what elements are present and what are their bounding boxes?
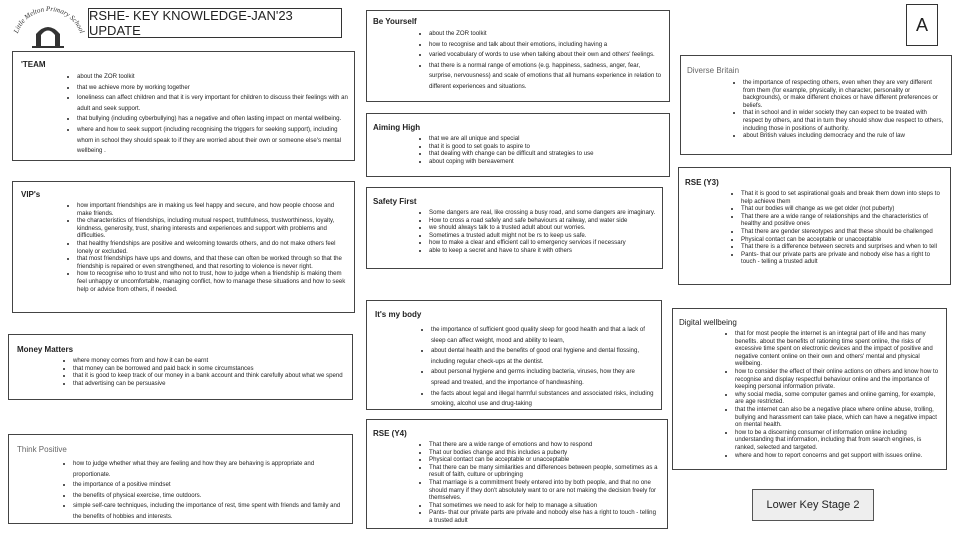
key-stage-label: Lower Key Stage 2: [752, 489, 874, 521]
school-logo: [6, 4, 90, 50]
list-item: • that we achieve more by working together: [77, 83, 348, 94]
section-digital-wellbeing: [672, 308, 947, 470]
item-list: [373, 209, 656, 255]
section-heading: RSE (Y3): [685, 178, 719, 187]
list-item: • about dental health and the benefits of good oral hygiene and dental flossing, including regular check-ups at the dentist.: [431, 346, 655, 367]
list-item: • the importance of sufficient good quality sleep for good health and that a lack of sleep can affect weight, mood and ability to learn,: [431, 325, 655, 346]
list-item: • where and how to report concerns and get support with issues online.: [735, 452, 940, 460]
section-money-matters: [8, 334, 353, 400]
list-item: • How to cross a road safely and safe behaviours at railway, and water side: [429, 217, 656, 225]
list-item: • Some dangers are real, like crossing a busy road, and some dangers are imaginary.: [429, 209, 656, 217]
list-item: • that the internet can also be a negative place where online abuse, trolling, bullying and harassment can take place, which can have a negative impact on mental health.: [735, 406, 940, 429]
section-heading: Diverse Britain: [687, 66, 740, 75]
list-item: • That sometimes we need to ask for help to manage a situation: [429, 502, 661, 510]
section-diverse-britain: [680, 55, 952, 155]
list-item: • about the ZOR toolkit: [429, 29, 663, 40]
list-item: • that bullying (including cyberbullying) has a negative and often lasting impact on mental wellbeing.: [77, 114, 348, 125]
item-list: [373, 29, 663, 93]
section-heading: Digital wellbeing: [679, 318, 737, 327]
list-item: • how to consider the effect of their online actions on others and know how to recognise and display respectful behaviour online and the importance of keeping personal information private.: [735, 368, 940, 391]
list-item: • how to make a clear and efficient call to emergency services if necessary: [429, 239, 656, 247]
school-name: Little Melton Primary School: [12, 4, 86, 35]
section-its-my-body: [366, 300, 662, 410]
item-list: [679, 330, 940, 459]
list-item: • about British values including democracy and the rule of law: [743, 132, 945, 140]
list-item: • that healthy friendships are positive and welcoming towards others, and do not make others feel lonely or excluded.: [77, 240, 348, 255]
section-heading: Aiming High: [373, 123, 421, 132]
list-item: • about personal hygiene and germs including bacteria, viruses, how they are spread and treated, and the importance of handwashing.: [431, 367, 655, 388]
list-item: • about coping with bereavement: [429, 158, 663, 166]
list-item: • how to be a discerning consumer of information online including understanding that information, including that from search engines, is ranked, selected and targeted.: [735, 429, 940, 452]
list-item: • Physical contact can be acceptable or unacceptable: [429, 456, 661, 464]
list-item: • That there are a wide range of relationships and the characteristics of healthy and positive ones: [741, 213, 944, 228]
item-list: [375, 325, 655, 410]
list-item: • That there is a difference between secrets and surprises and when to tell: [741, 243, 944, 251]
section-be-yourself: [366, 10, 670, 102]
item-list: [17, 357, 346, 387]
section-heading: It's my body: [375, 310, 422, 319]
list-item: • That marriage is a commitment freely entered into by both people, and that no one should marry if they don't absolutely want to or are not making the decision freely for themselves.: [429, 479, 661, 502]
item-list: [21, 202, 348, 293]
list-item: • that dealing with change can be difficult and strategies to use: [429, 150, 663, 158]
list-item: • simple self-care techniques, including the importance of rest, time spent with friends and family and the benefits of hobbies and interests.: [73, 501, 346, 522]
list-item: • the importance of a positive mindset: [73, 480, 346, 491]
list-item: • how to recognise who to trust and who not to trust, how to judge when a friendship is making them feel unhappy or uncomfortable, managing conflict, how to manage these situations and how to seek help or advice from others, if needed.: [77, 270, 348, 293]
list-item: • about the ZOR toolkit: [77, 72, 348, 83]
list-item: • That there are gender stereotypes and that these should be challenged: [741, 228, 944, 236]
list-item: • the characteristics of friendships, including mutual respect, truthfulness, trustworthiness, loyalty, kindness, generosity, trust, sharing interests and experiences and support with problems and difficulties.: [77, 217, 348, 240]
list-item: • that most friendships have ups and downs, and that these can often be worked through so that the friendship is repaired or even strengthened, and that resorting to violence is never right.: [77, 255, 348, 270]
section-heading: Be Yourself: [373, 17, 417, 26]
list-item: • that in school and in wider society they can expect to be treated with respect by others, and that in turn they should show due respect to others, including those in positions of authority.: [743, 109, 945, 132]
list-item: • loneliness can affect children and that it is very important for children to discuss their feelings with an adult and seek support.: [77, 93, 348, 114]
list-item: • that it is good to set goals to aspire to: [429, 143, 663, 151]
section-rse-y4: [366, 419, 668, 529]
list-item: • that we are all unique and special: [429, 135, 663, 143]
section-aiming-high: [366, 113, 670, 177]
page-title: RSHE- KEY KNOWLEDGE-JAN'23 UPDATE: [88, 8, 342, 38]
list-item: • we should always talk to a trusted adult about our worries.: [429, 224, 656, 232]
section-heading: Safety First: [373, 197, 417, 206]
list-item: • Sometimes a trusted adult might not be rs to keep us safe.: [429, 232, 656, 240]
section-heading: Think Positive: [17, 445, 67, 454]
list-item: • that for most people the internet is an integral part of life and has many benefits. about the benefits of rationing time spent online, the risks of excessive time spent on electronic devices and the impact of positive and negative content online on their own and others' mental and physical wellbeing.: [735, 330, 940, 368]
corner-letter: A: [906, 4, 938, 46]
list-item: • why social media, some computer games and online gaming, for example, are age restricted.: [735, 391, 940, 406]
list-item: • the facts about legal and illegal harmful substances and associated risks, including smoking, alcohol use and drug-taking: [431, 389, 655, 410]
section-team: [12, 51, 355, 161]
list-item: • the benefits of physical exercise, time outdoors.: [73, 491, 346, 502]
list-item: • how important friendships are in making us feel happy and secure, and how people choose and make friends.: [77, 202, 348, 217]
list-item: • That there are a wide range of emotions and how to respond: [429, 441, 661, 449]
list-item: • how to judge whether what they are feeling and how they are behaving is appropriate and proportionate.: [73, 459, 346, 480]
item-list: [685, 190, 944, 266]
item-list: [373, 135, 663, 165]
item-list: [17, 459, 346, 523]
list-item: • where money comes from and how it can be earnt: [73, 357, 346, 365]
list-item: • that advertising can be persuasive: [73, 380, 346, 388]
list-item: • Pants- that our private parts are private and nobody else has a right to touch - telling a trusted adult: [429, 509, 661, 524]
list-item: • That it is good to set aspirational goals and break them down into steps to help achieve them: [741, 190, 944, 205]
section-vips: [12, 181, 355, 313]
list-item: • the importance of respecting others, even when they are very different from them (for example, physically, in character, personality or backgrounds), or make different choices or have different preferences or beliefs.: [743, 79, 945, 109]
section-think-positive: [8, 434, 353, 524]
list-item: • that there is a normal range of emotions (e.g. happiness, sadness, anger, fear, surprise, nervousness) and scale of emotions that all humans experience in relation to different experiences and situations.: [429, 61, 663, 93]
section-heading: VIP's: [21, 190, 41, 199]
list-item: • That our bodies will change as we get older (not puberty): [741, 205, 944, 213]
list-item: • how to recognise and talk about their emotions, including having a: [429, 40, 663, 51]
section-heading: 'TEAM: [21, 60, 46, 69]
list-item: • able to keep a secret and have to share it with others: [429, 247, 656, 255]
list-item: • Physical contact can be acceptable or unacceptable: [741, 236, 944, 244]
list-item: • That our bodies change and this includes a puberty: [429, 449, 661, 457]
list-item: • that it is good to keep track of our money in a bank account and think carefully about what we spend: [73, 372, 346, 380]
section-rse-y3: [678, 167, 951, 285]
list-item: • Pants- that our private parts are private and nobody else has a right to touch - telling a trusted adult: [741, 251, 944, 266]
section-safety-first: [366, 187, 663, 269]
list-item: • That there can be many similarities and differences between people, sometimes as a result of faith, culture or upbringing: [429, 464, 661, 479]
list-item: • where and how to seek support (including recognising the triggers for seeking support), including whom in school they should speak to if they are worried about their own or someone else's mental wellbeing .: [77, 125, 348, 157]
item-list: [373, 441, 661, 525]
list-item: • varied vocabulary of words to use when talking about their own and others' feelings.: [429, 50, 663, 61]
section-heading: RSE (Y4): [373, 429, 407, 438]
list-item: • that money can be borrowed and paid back in some circumstances: [73, 365, 346, 373]
section-heading: Money Matters: [17, 345, 74, 354]
item-list: [687, 79, 945, 140]
item-list: [21, 72, 348, 157]
